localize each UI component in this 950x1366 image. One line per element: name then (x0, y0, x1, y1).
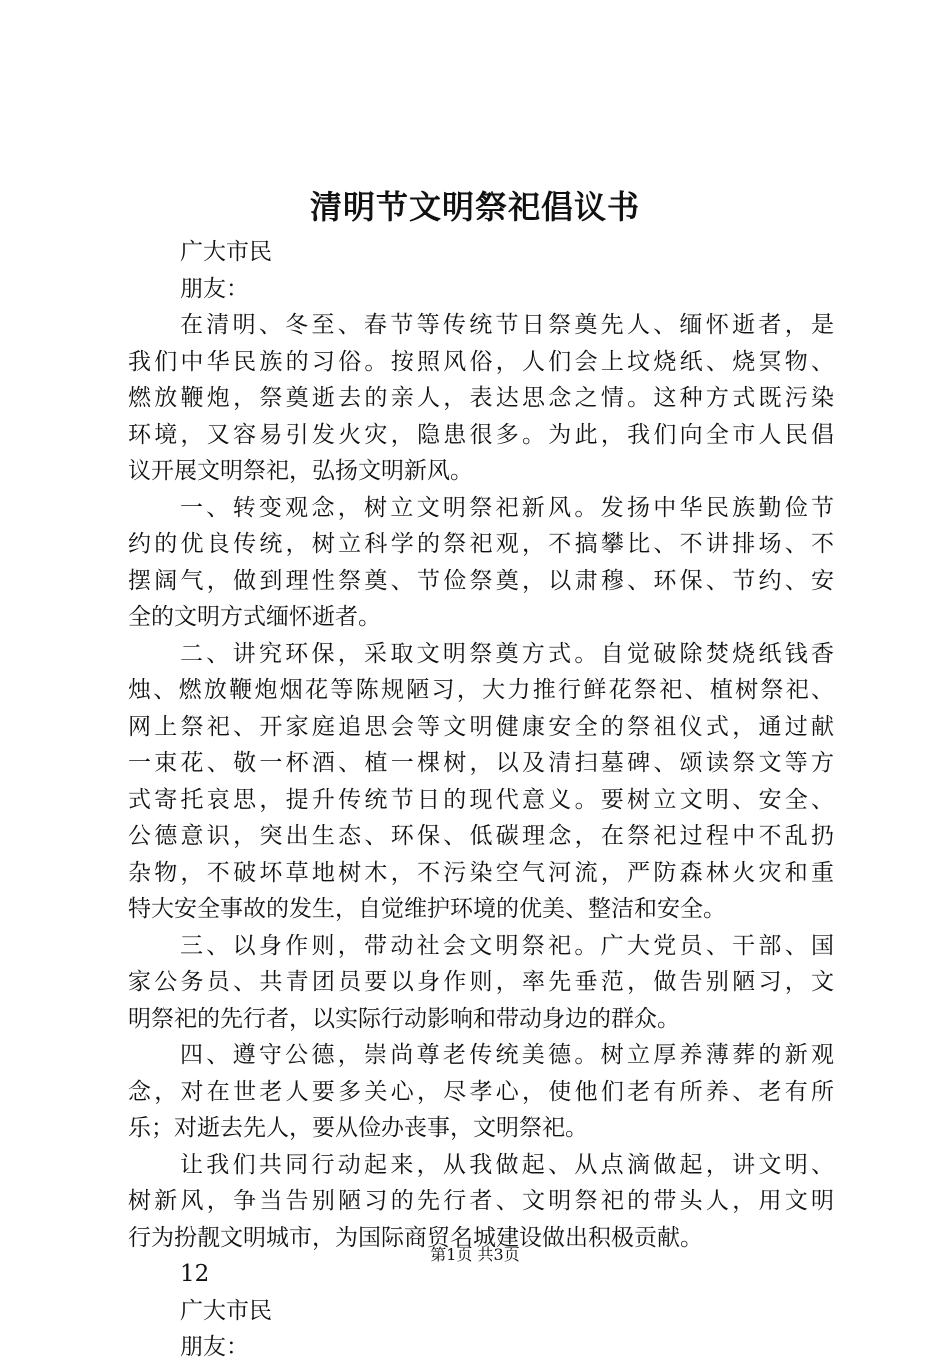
body-line: 明祭祀的先行者，以实际行动影响和带动身边的群众。 (128, 1005, 680, 1032)
body-line: 约的优良传统，树立科学的祭祀观，不搞攀比、不讲排场、不 (128, 531, 834, 557)
body-line: 朋友： (180, 275, 249, 302)
body-line: 我们中华民族的习俗。按照风俗，人们会上坟烧纸、烧冥物、 (128, 348, 834, 375)
body-line: 环境，又容易引发火灾，隐患很多。为此，我们向全市人民倡 (128, 421, 834, 448)
body-line: 广大市民 (180, 1297, 272, 1324)
body-line: 议开展文明祭祀，弘扬文明新风。 (128, 458, 473, 484)
body-line: 一、转变观念，树立文明祭祀新风。发扬中华民族勤俭节 (180, 494, 834, 521)
body-line: 二、讲究环保，采取文明祭奠方式。自觉破除焚烧纸钱香 (180, 640, 834, 667)
body-line: 特大安全事故的发生，自觉维护环境的优美、整洁和安全。 (128, 896, 726, 922)
body-line: 烛、燃放鞭炮烟花等陈规陋习，大力推行鲜花祭祀、植树祭祀、 (128, 677, 834, 703)
body-line: 摆阔气，做到理性祭奠、节俭祭奠，以肃穆、环保、节约、安 (128, 567, 834, 594)
body-line: 一束花、敬一杯酒、植一棵树，以及清扫墓碑、颂读祭文等方 (128, 750, 834, 776)
body-line: 三、以身作则，带动社会文明祭祀。广大党员、干部、国 (180, 932, 834, 959)
body-line: 燃放鞭炮，祭奠逝去的亲人，表达思念之情。这种方式既污染 (128, 385, 834, 411)
document-body (128, 234, 834, 1366)
body-line: 四、遵守公德，崇尚尊老传统美德。树立厚养薄葬的新观 (180, 1042, 834, 1068)
body-line: 念，对在世老人要多关心，尽孝心，使他们老有所养、老有所 (128, 1078, 834, 1105)
body-line: 杂物，不破坏草地树木，不污染空气河流，严防森林火灾和重 (128, 859, 834, 886)
body-line: 树新风，争当告别陋习的先行者、文明祭祀的带头人，用文明 (128, 1188, 834, 1214)
body-line: 家公务员、共青团员要以身作则，率先垂范，做告别陋习，文 (128, 969, 834, 995)
page-footer: 第1页 共3页 (430, 1245, 520, 1264)
body-line: 公德意识，突出生态、环保、低碳理念，在祭祀过程中不乱扔 (128, 823, 834, 849)
body-line: 乐；对逝去先人，要从俭办丧事，文明祭祀。 (128, 1115, 588, 1141)
body-line: 式寄托哀思，提升传统节日的现代意义。要树立文明、安全、 (128, 786, 834, 813)
body-line: 网上祭祀、开家庭追思会等文明健康安全的祭祖仪式，通过献 (128, 713, 834, 740)
document-title: 清明节文明祭祀倡议书 (309, 188, 640, 226)
body-line: 全的文明方式缅怀逝者。 (128, 604, 381, 630)
body-line: 广大市民 (180, 239, 272, 265)
body-line: 12 (180, 1261, 210, 1287)
body-line: 朋友： (180, 1334, 249, 1360)
body-line: 在清明、冬至、春节等传统节日祭奠先人、缅怀逝者，是 (180, 312, 834, 338)
body-line: 行为扮靓文明城市，为国际商贸名城建设做出积极贡献。 (128, 1224, 703, 1251)
body-line: 让我们共同行动起来，从我做起、从点滴做起，讲文明、 (180, 1151, 834, 1178)
